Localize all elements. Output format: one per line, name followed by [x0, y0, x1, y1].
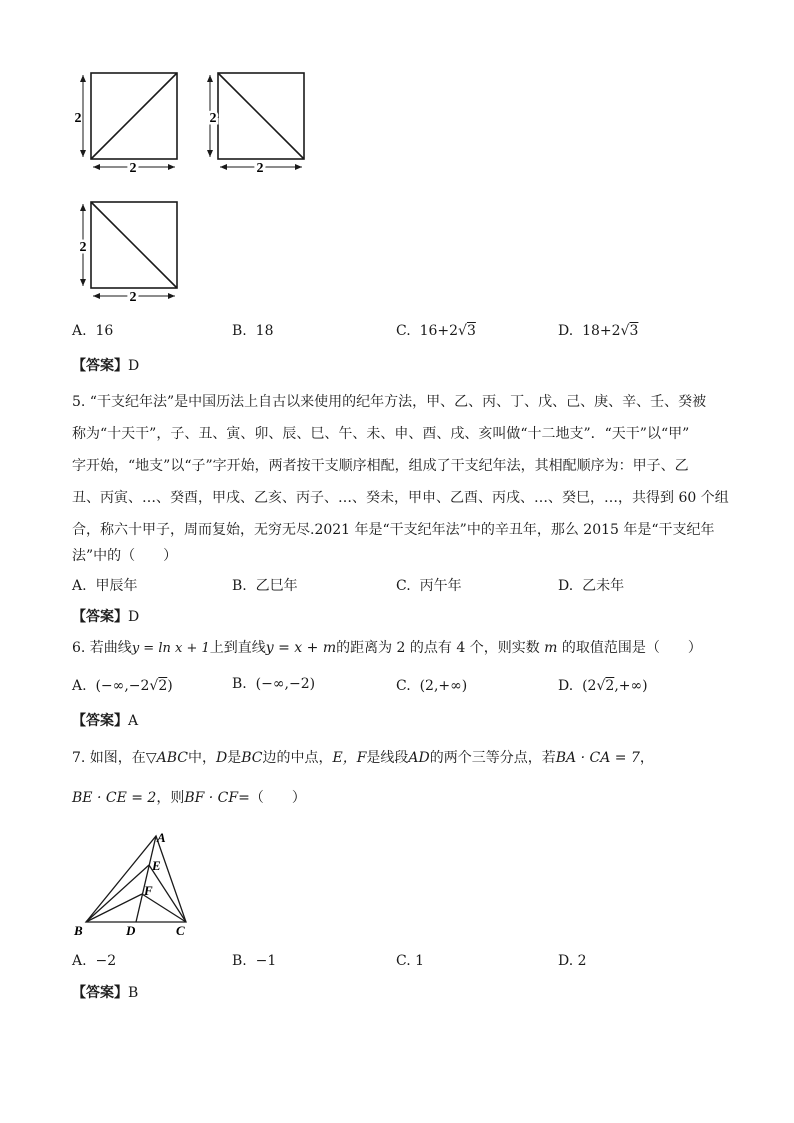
- option-a: A. 16: [72, 323, 114, 339]
- top-view: [80, 202, 178, 305]
- front-view: [75, 73, 178, 176]
- width-label: 2: [129, 161, 137, 176]
- option-b: B. (−∞,−2): [232, 676, 316, 692]
- question-text-line: 5. “干支纪年法”是中国历法上自古以来使用的纪年方法，甲、乙、丙、丁、戊、己、庚、辛、壬、癸被: [72, 394, 707, 410]
- vertex-label-b: B: [74, 923, 83, 938]
- question-text-line: 6. 若曲线y = ln x + 1上到直线y = x + m的距离为 2 的点有 4 个，则实数 m 的取值范围是（ ）: [72, 640, 702, 656]
- option-c: C. 16+2√3: [396, 323, 476, 339]
- point-label-d: D: [126, 923, 136, 938]
- answer-line: 【答案】B: [72, 985, 139, 1001]
- option-d: D. 乙未年: [558, 578, 625, 594]
- option-b: B. 乙巳年: [232, 578, 298, 594]
- answer-line: 【答案】A: [72, 713, 139, 729]
- option-c: C. 1: [396, 953, 425, 969]
- question-text-line: 法”中的（ ）: [72, 548, 178, 564]
- width-label: 2: [256, 161, 264, 176]
- option-d: D. 18+2√3: [558, 323, 639, 339]
- triangle-icon: ▽: [145, 750, 157, 766]
- option-a: A. (−∞,−2√2): [72, 678, 173, 694]
- answer-line: 【答案】D: [72, 358, 140, 374]
- answer-value: D: [128, 358, 140, 374]
- vertex-label-a: A: [157, 830, 166, 845]
- dot-product: BF · CF: [184, 790, 239, 806]
- curve-equation: y = ln x + 1: [131, 641, 210, 656]
- question-text-line: 丑、丙寅、…、癸酉，甲戌、乙亥、丙子、…、癸未，甲申、乙酉、丙戌、…、癸巳，…，共得到 60 个组: [72, 490, 729, 506]
- option-d: D. 2: [558, 953, 587, 969]
- point-label-f: F: [144, 883, 153, 898]
- option-c: C. (2,+∞): [396, 678, 468, 694]
- three-view-figures: [60, 60, 330, 310]
- width-label: 2: [129, 290, 137, 305]
- sqrt-icon: √: [149, 678, 159, 694]
- answer-value: D: [128, 609, 140, 625]
- answer-value: B: [128, 985, 139, 1001]
- sqrt-icon: √: [620, 323, 630, 339]
- line-equation: y = x + m: [265, 640, 337, 656]
- option-c: C. 丙午年: [396, 578, 462, 594]
- sqrt-icon: √: [596, 678, 606, 694]
- option-a: A. 甲辰年: [72, 578, 138, 594]
- question-text-line: 字开始，“地支”以“子”字开始，两者按干支顺序相配，组成了干支纪年法，其相配顺序为：甲子、乙: [72, 458, 689, 474]
- dot-product: BA · CA = 7: [555, 750, 640, 766]
- height-label: 2: [209, 111, 217, 126]
- option-b: B. −1: [232, 953, 277, 969]
- height-label: 2: [74, 111, 82, 126]
- side-view: [210, 73, 305, 176]
- question-text-line: BE · CE = 2，则BF · CF=（ ）: [72, 790, 306, 806]
- question-text-line: 称为“十天干”，子、丑、寅、卯、辰、巳、午、未、申、酉、戌、亥叫做“十二地支”．“天干”以“甲”: [72, 426, 690, 442]
- option-d: D. (2√2,+∞): [558, 678, 648, 694]
- sqrt-icon: √: [458, 323, 467, 339]
- vertex-label-c: C: [176, 923, 185, 938]
- triangle-figure: [70, 828, 200, 940]
- option-b: B. 18: [232, 323, 274, 339]
- question-text-line: 合，称六十甲子，周而复始，无穷无尽.2021 年是“干支纪年法”中的辛丑年，那么 2015 年是“干支纪年: [72, 522, 715, 538]
- answer-value: A: [128, 713, 139, 729]
- height-label: 2: [79, 240, 87, 255]
- answer-line: 【答案】D: [72, 609, 140, 625]
- point-label-e: E: [152, 858, 161, 873]
- question-text-line: 7. 如图，在▽ABC中，D是BC边的中点，E，F是线段AD的两个三等分点，若BA · CA = 7，: [72, 750, 654, 766]
- dot-product: BE · CE = 2: [72, 790, 157, 806]
- option-a: A. −2: [72, 953, 117, 969]
